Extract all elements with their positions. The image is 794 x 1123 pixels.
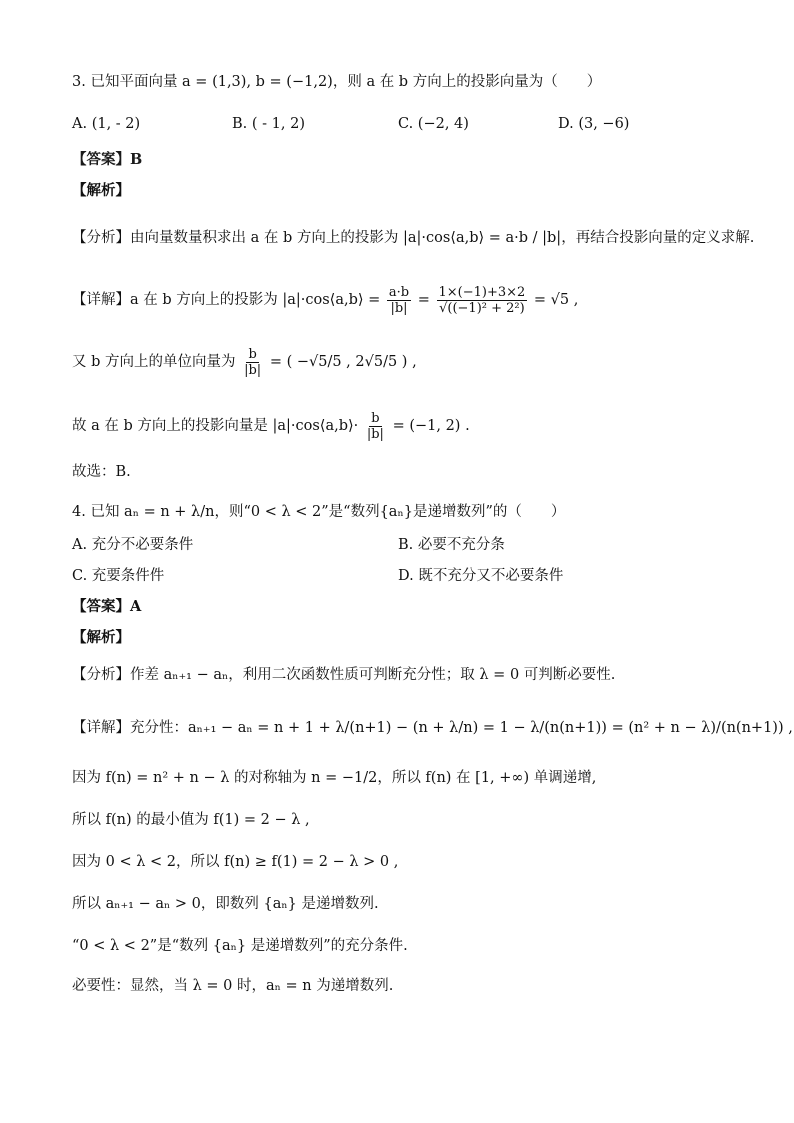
q3-projection-prefix: 故 a 在 b 方向上的投影向量是 |a|·cos⟨a,b⟩· xyxy=(72,418,359,434)
q4-line-4: 因为 0 < λ < 2，所以 f(n) ≥ f(1) = 2 − λ > 0 , xyxy=(72,854,399,870)
q3-option-b: B. ( - 1, 2) xyxy=(232,116,305,132)
q3-xiangjie-result: = √5 , xyxy=(533,292,579,308)
q3-analysis-heading: 【解析】 xyxy=(72,182,130,199)
q3-projection-frac-num: b xyxy=(371,410,380,426)
q3-frac2-num: 1×(−1)+3×2 xyxy=(438,284,526,300)
q4-xiangjie: 【详解】充分性：aₙ₊₁ − aₙ = n + 1 + λ/(n+1) − (n + λ/n) = 1 − λ/(n(n+1)) = (n² + n − λ)/(n(n+1)) , xyxy=(72,720,793,736)
q3-unit-vector xyxy=(72,346,754,378)
q3-projection-frac xyxy=(365,411,386,442)
q4-line-3: 所以 f(n) 的最小值为 f(1) = 2 − λ , xyxy=(72,812,310,828)
q4-fenxi: 【分析】作差 aₙ₊₁ − aₙ，利用二次函数性质可判断充分性；取 λ = 0 可判断必要性. xyxy=(72,667,616,683)
q4-line-2: 因为 f(n) = n² + n − λ 的对称轴为 n = −1/2，所以 f(n) 在 [1, +∞) 单调递增, xyxy=(72,770,597,786)
q3-projection-frac-den: |b| xyxy=(366,426,384,442)
q4-option-b: B. 必要不充分条 xyxy=(398,537,505,553)
q4-option-c: C. 充要条件件 xyxy=(72,568,165,584)
q3-frac1-num: a·b xyxy=(388,284,410,300)
q3-xiangjie-frac1 xyxy=(387,285,411,316)
q3-projection-result: = (−1, 2) . xyxy=(392,418,470,434)
q3-option-a: A. (1, - 2) xyxy=(72,116,141,132)
q3-xiangjie: 【详解】a 在 b 方向上的投影为 |a|·cos⟨a,b⟩ = $\frac{a\cdot b}{|b|}$ = $\frac{1\times(-1)+3\times 2}{\text{√((−1)² + 2²)}}$ = √5 , xyxy=(72,284,579,316)
q3-unit-frac-num: b xyxy=(248,346,257,362)
q4-answer: 【答案】A xyxy=(72,598,142,615)
q4-option-d: D. 既不充分又不必要条件 xyxy=(398,568,564,584)
q3-option-c: C. (−2, 4) xyxy=(398,116,469,132)
q3-stem: 3. 已知平面向量 a = (1,3), b = (−1,2)，则 a 在 b 方向上的投影向量为（ ） xyxy=(72,74,602,90)
q4-line-7: 必要性：显然，当 λ = 0 时，aₙ = n 为递增数列. xyxy=(72,978,394,994)
q3-unit-frac xyxy=(242,347,263,378)
q3-answer: 【答案】B xyxy=(72,151,143,168)
q3-xiangjie-prefix: 【详解】a 在 b 方向上的投影为 |a|·cos⟨a,b⟩ = xyxy=(72,292,381,308)
q3-frac1-den: |b| xyxy=(390,300,408,316)
q3-conclusion: 故选：B. xyxy=(72,464,131,480)
q3-frac2-den: √((−1)² + 2²) xyxy=(439,300,525,316)
q3-projection xyxy=(72,410,754,442)
q4-line-5: 所以 aₙ₊₁ − aₙ > 0，即数列 {aₙ} 是递增数列. xyxy=(72,896,379,912)
q4-option-a: A. 充分不必要条件 xyxy=(72,537,194,553)
q3-unit-result: = ( −√5/5 , 2√5/5 ) , xyxy=(269,354,417,370)
q3-unit-frac-den: |b| xyxy=(244,362,262,378)
q4-analysis-heading: 【解析】 xyxy=(72,629,130,646)
q3-unit-prefix: 又 b 方向上的单位向量为 xyxy=(72,354,236,370)
q4-stem: 4. 已知 aₙ = n + λ/n，则“0 < λ < 2”是“数列{aₙ}是递增数列”的（ ） xyxy=(72,504,566,520)
q3-fenxi: 【分析】由向量数量积求出 a 在 b 方向上的投影为 |a|·cos⟨a,b⟩ = a·b / |b|，再结合投影向量的定义求解. xyxy=(72,230,755,246)
q3-option-d: D. (3, −6) xyxy=(558,116,630,132)
q3-xiangjie-frac2 xyxy=(437,285,528,316)
q4-line-6: “0 < λ < 2”是“数列 {aₙ} 是递增数列”的充分条件. xyxy=(72,938,408,954)
